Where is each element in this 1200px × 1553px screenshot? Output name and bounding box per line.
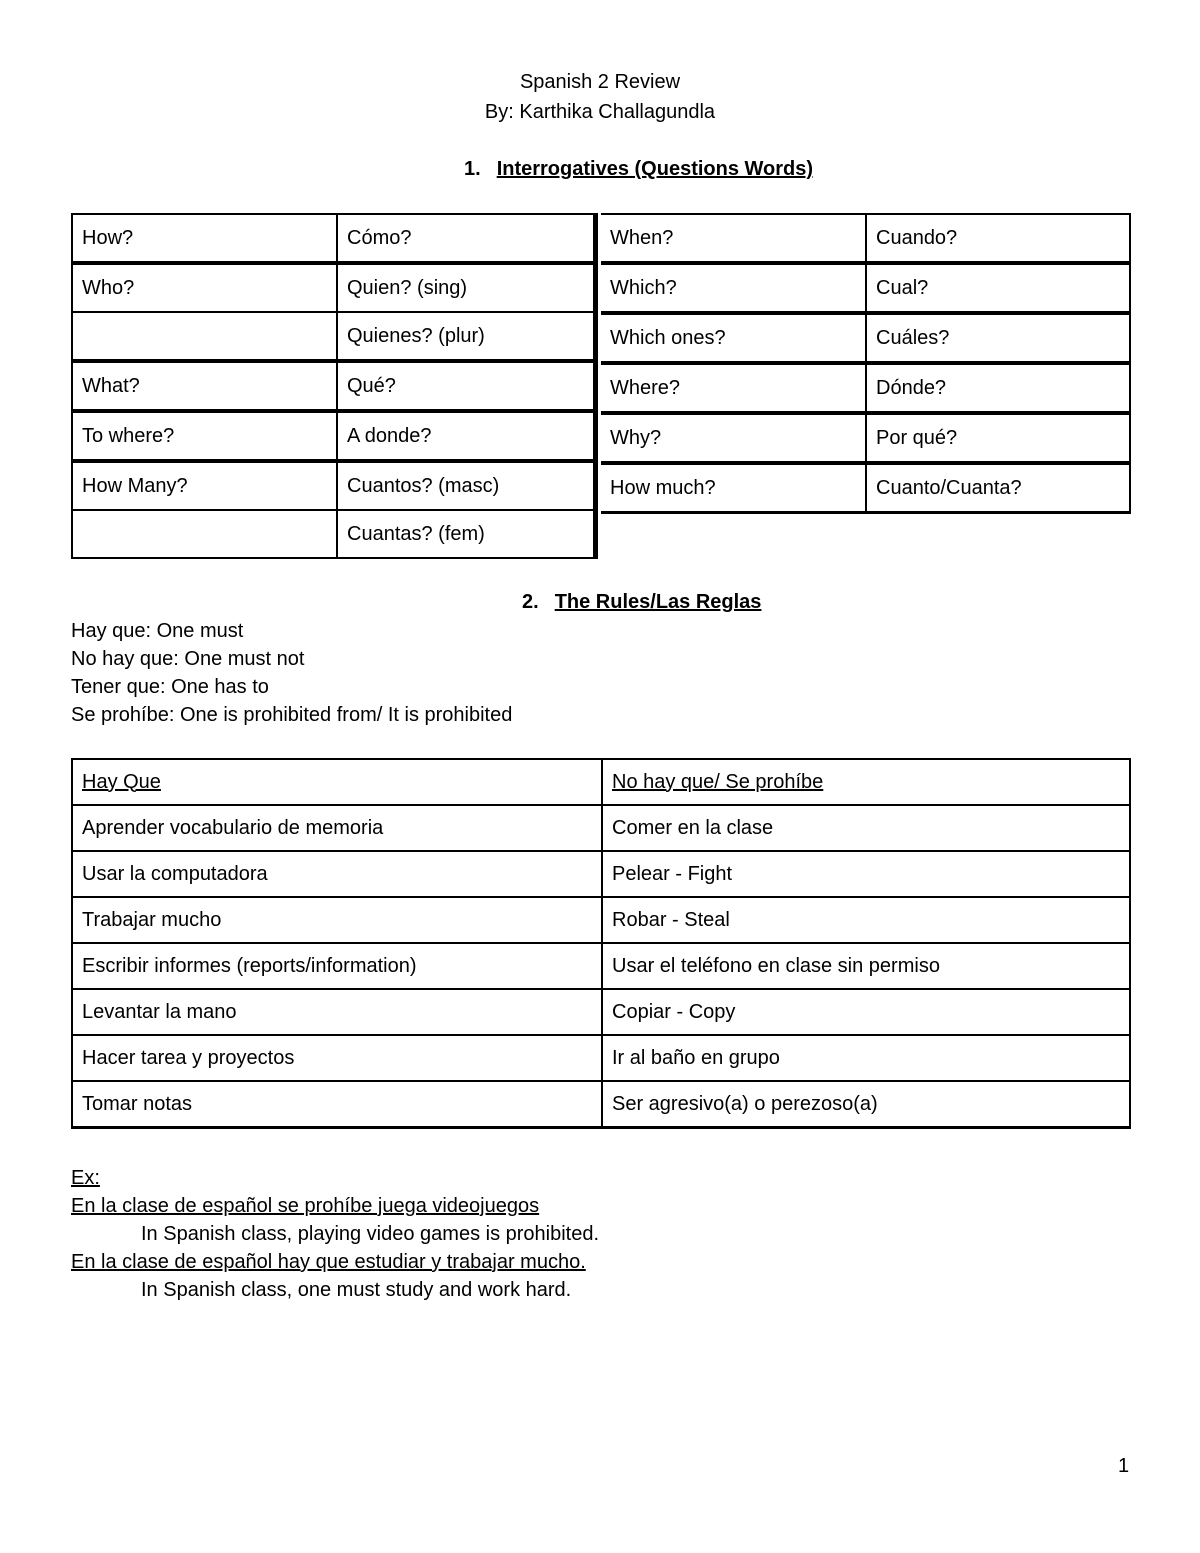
table-row bbox=[72, 361, 596, 411]
table-row bbox=[72, 897, 1130, 943]
table-row bbox=[601, 214, 1130, 263]
english-cell: Who? bbox=[72, 263, 337, 312]
table-row bbox=[72, 411, 596, 461]
must-cell: Usar la computadora bbox=[72, 851, 602, 897]
must-cell: Aprender vocabulario de memoria bbox=[72, 805, 602, 851]
english-cell: How much? bbox=[601, 463, 866, 513]
example-sentence: En la clase de español se prohíbe juega videojuegos bbox=[71, 1195, 540, 1217]
prohibited-cell: Ir al baño en grupo bbox=[612, 1046, 780, 1069]
table-row bbox=[72, 1035, 1130, 1081]
section-1-heading bbox=[464, 158, 813, 181]
spanish-cell: Cuando? bbox=[876, 226, 958, 249]
prohibited-cell: Pelear - Fight bbox=[612, 862, 733, 885]
rule-line: Tener que: One has to bbox=[71, 676, 269, 698]
spanish-cell: Quienes? (plur) bbox=[347, 324, 485, 347]
table-row bbox=[72, 943, 1130, 989]
header-label: Hay Que bbox=[82, 770, 161, 793]
english-cell bbox=[72, 312, 337, 361]
must-cell: Hacer tarea y proyectos bbox=[72, 1035, 602, 1081]
spanish-cell: Cuantos? (masc) bbox=[347, 474, 500, 497]
spanish-cell: Cual? bbox=[876, 276, 929, 299]
table-row bbox=[72, 214, 596, 263]
english-cell: To where? bbox=[72, 411, 337, 461]
english-cell: When? bbox=[601, 214, 866, 263]
table-header-row bbox=[72, 759, 1130, 805]
prohibited-cell: Usar el teléfono en clase sin permiso bbox=[612, 954, 940, 977]
must-cell: Levantar la mano bbox=[72, 989, 602, 1035]
english-cell: Where? bbox=[601, 363, 866, 413]
examples-label: Ex: bbox=[71, 1167, 100, 1189]
table-row bbox=[72, 805, 1130, 851]
spanish-cell: Cuantas? (fem) bbox=[347, 522, 485, 545]
section-1-title: Interrogatives (Questions Words) bbox=[496, 158, 814, 180]
spanish-cell: Quien? (sing) bbox=[347, 276, 468, 299]
must-cell: Escribir informes (reports/information) bbox=[72, 943, 602, 989]
english-cell bbox=[72, 510, 337, 558]
table-row bbox=[601, 263, 1130, 313]
table-row bbox=[72, 461, 596, 510]
table-row bbox=[72, 312, 596, 361]
document-author: By: Karthika Challagundla bbox=[484, 101, 716, 123]
table-row bbox=[72, 851, 1130, 897]
table-row bbox=[601, 463, 1130, 513]
column-header-hay-que bbox=[72, 759, 602, 805]
examples-block bbox=[71, 1164, 599, 1304]
rules-definitions bbox=[71, 617, 512, 729]
spanish-cell: Cómo? bbox=[347, 226, 412, 249]
english-cell: Which? bbox=[601, 263, 866, 313]
spanish-cell: Por qué? bbox=[876, 426, 958, 449]
spanish-cell: A donde? bbox=[347, 424, 432, 447]
example-translation: In Spanish class, one must study and work hard. bbox=[141, 1279, 572, 1301]
interrogatives-table-right bbox=[601, 213, 1131, 514]
prohibited-cell: Ser agresivo(a) o perezoso(a) bbox=[612, 1092, 878, 1115]
example-translation: In Spanish class, playing video games is prohibited. bbox=[141, 1223, 600, 1245]
table-row bbox=[601, 313, 1130, 363]
table-row bbox=[72, 510, 596, 558]
example-sentence: En la clase de español hay que estudiar y trabajar mucho. bbox=[71, 1251, 586, 1273]
rules-table bbox=[71, 758, 1131, 1129]
prohibited-cell: Copiar - Copy bbox=[612, 1000, 736, 1023]
english-cell: How Many? bbox=[72, 461, 337, 510]
spanish-cell: Cuáles? bbox=[876, 326, 950, 349]
table-row bbox=[72, 989, 1130, 1035]
rule-line: Se prohíbe: One is prohibited from/ It is prohibited bbox=[71, 704, 513, 726]
section-2-number: 2. bbox=[522, 591, 539, 613]
prohibited-cell: Robar - Steal bbox=[612, 908, 730, 931]
english-cell: What? bbox=[72, 361, 337, 411]
section-2-title: The Rules/Las Reglas bbox=[554, 591, 762, 613]
section-1-number: 1. bbox=[464, 158, 481, 180]
table-row bbox=[72, 263, 596, 312]
spanish-cell: Dónde? bbox=[876, 376, 947, 399]
section-2-heading bbox=[522, 591, 761, 614]
must-cell: Tomar notas bbox=[72, 1081, 602, 1128]
must-cell: Trabajar mucho bbox=[72, 897, 602, 943]
prohibited-cell: Comer en la clase bbox=[612, 816, 774, 839]
document-title: Spanish 2 Review bbox=[519, 71, 681, 93]
table-row bbox=[601, 363, 1130, 413]
header-label: No hay que/ Se prohíbe bbox=[612, 770, 824, 793]
page-number: 1 bbox=[1118, 1455, 1130, 1477]
rule-line: Hay que: One must bbox=[71, 620, 244, 642]
interrogatives-table-left bbox=[71, 213, 598, 559]
english-cell: Why? bbox=[601, 413, 866, 463]
english-cell: Which ones? bbox=[601, 313, 866, 363]
english-cell: How? bbox=[72, 214, 337, 263]
table-row bbox=[601, 413, 1130, 463]
rule-line: No hay que: One must not bbox=[71, 648, 305, 670]
spanish-cell: Cuanto/Cuanta? bbox=[876, 476, 1022, 499]
spanish-cell: Qué? bbox=[347, 374, 396, 397]
table-row bbox=[72, 1081, 1130, 1128]
column-header-no-hay-que bbox=[602, 759, 1130, 805]
